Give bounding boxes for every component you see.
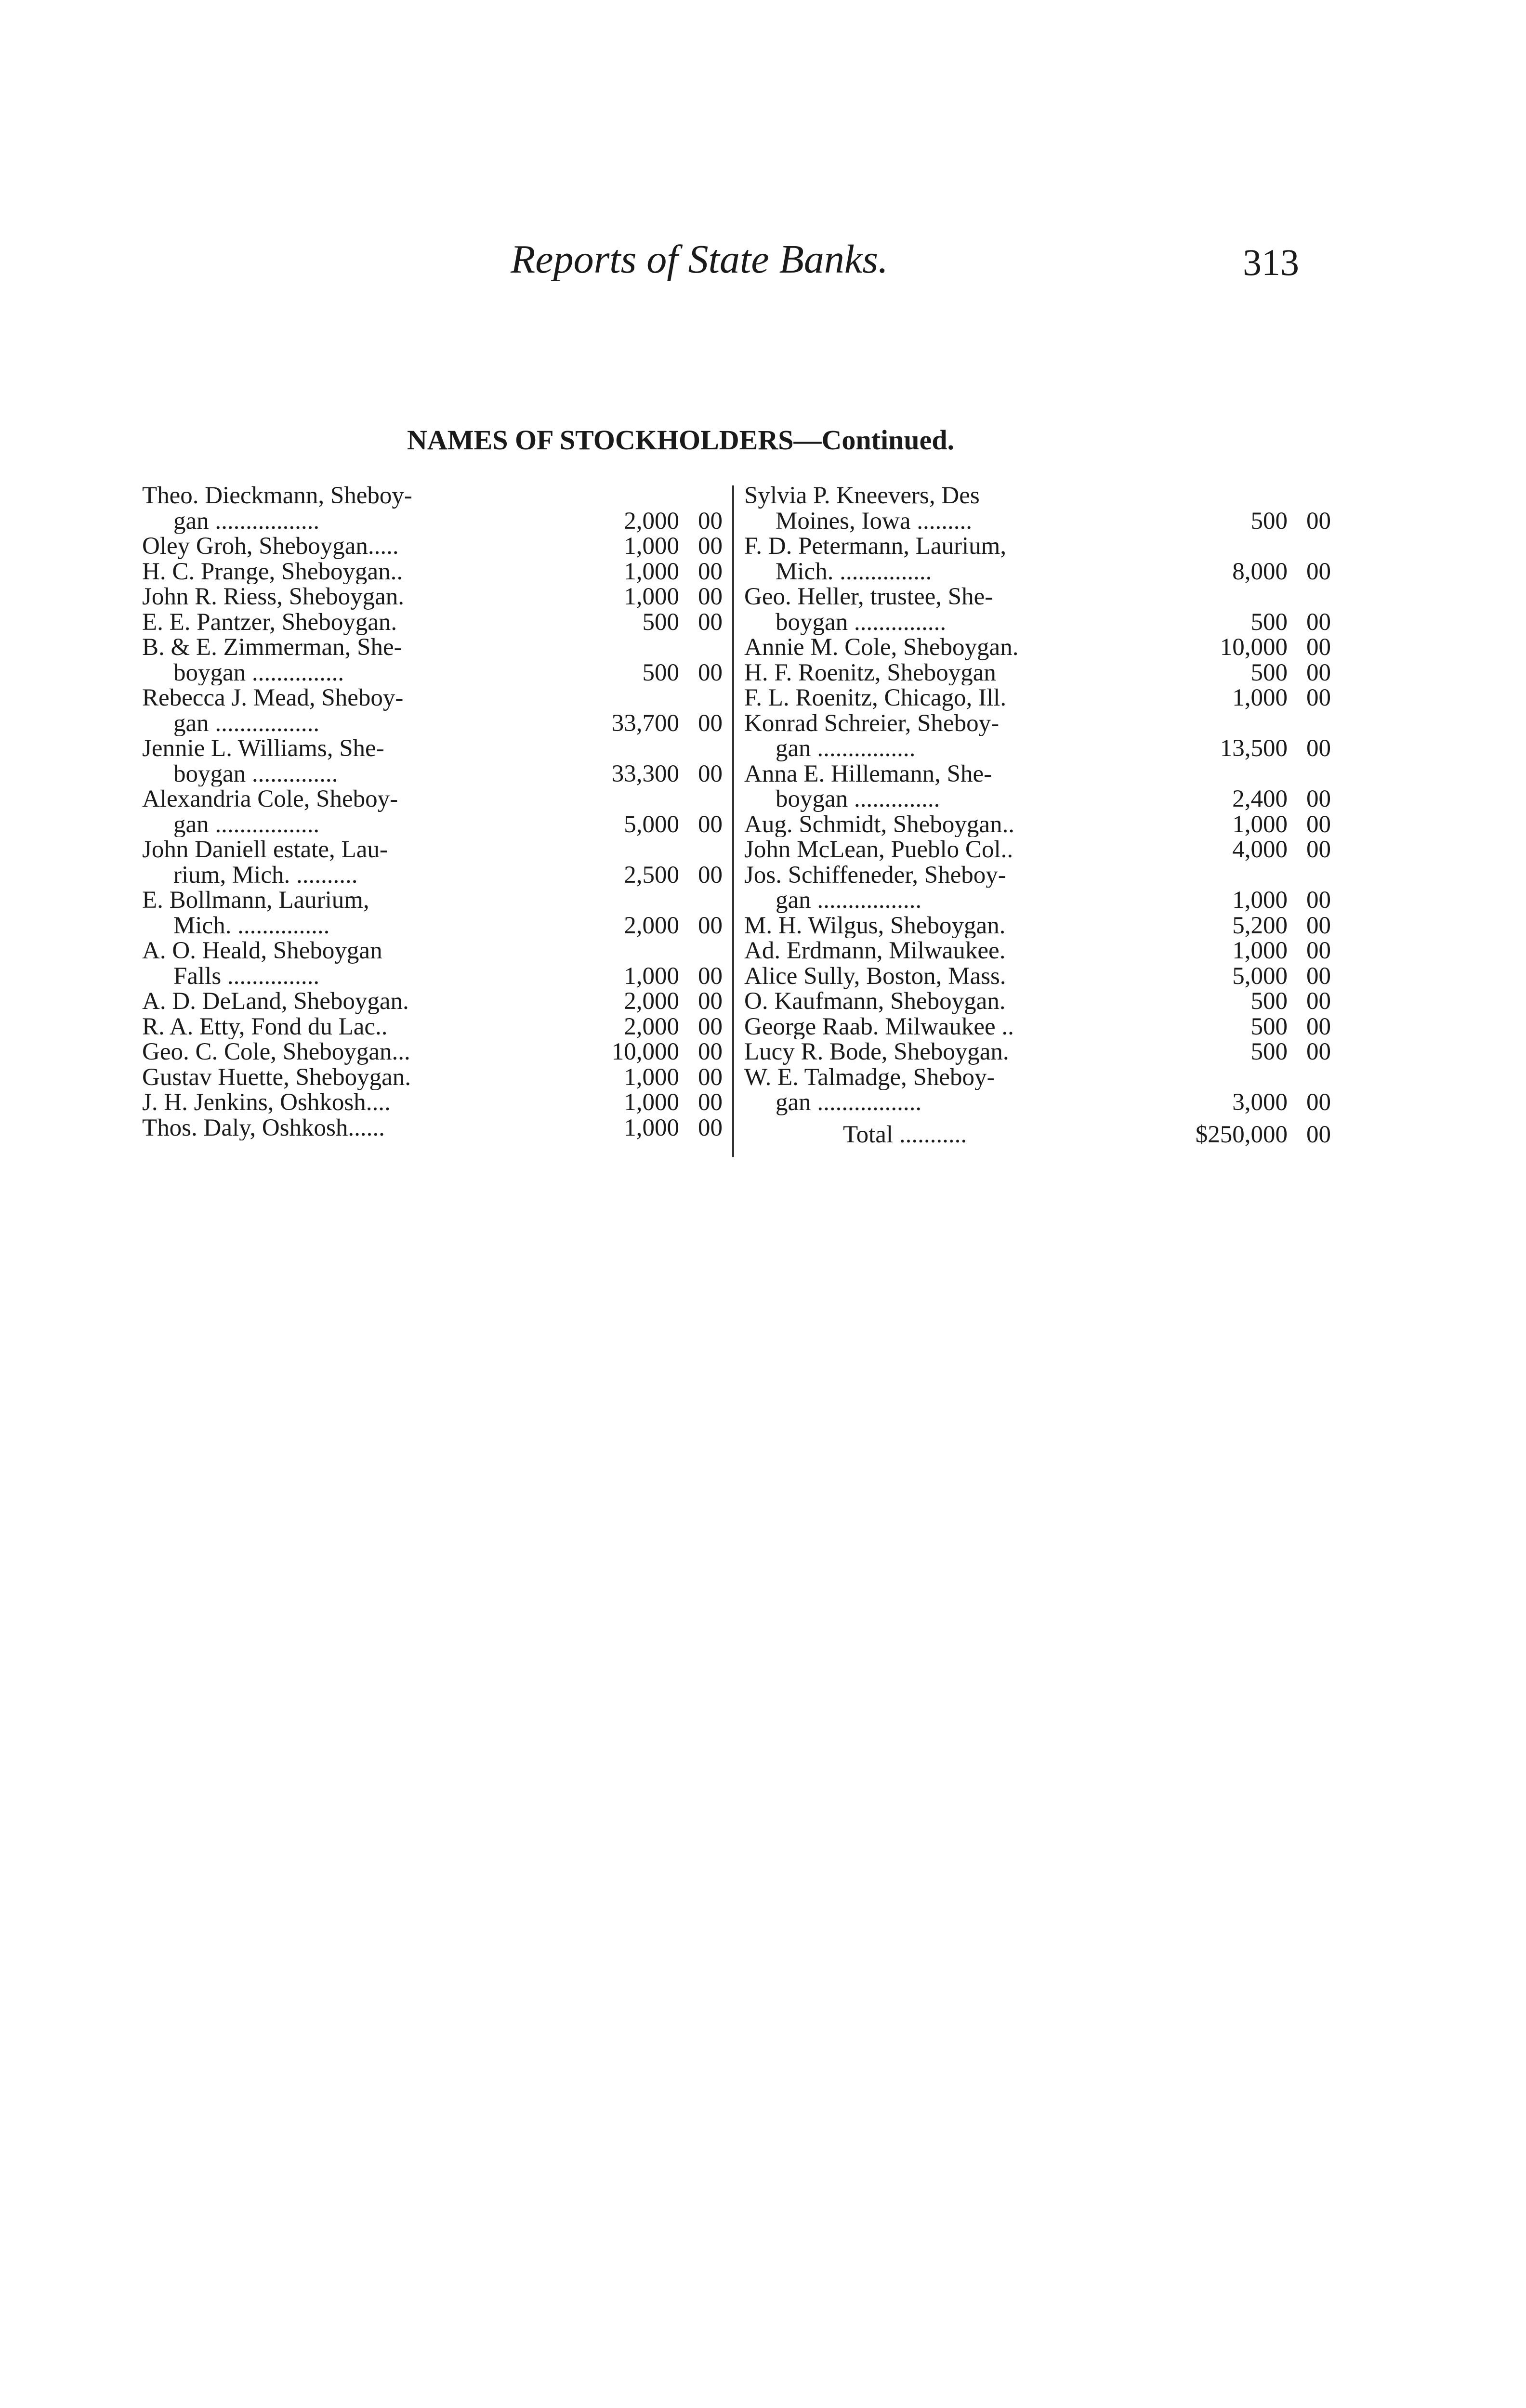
- section-title: NAMES OF STOCKHOLDERS—Continued.: [407, 424, 955, 456]
- entry-line: [744, 509, 1331, 534]
- entry-line: [744, 1039, 1331, 1065]
- share-amount-dollars: 8,000: [1232, 558, 1288, 585]
- stockholder-entry: [744, 483, 1331, 534]
- share-cents-placeholder: [679, 635, 723, 660]
- entry-line: [142, 812, 723, 838]
- entry-line: [142, 736, 723, 761]
- share-amount-placeholder: [590, 888, 679, 913]
- share-cents-placeholder: [679, 685, 723, 711]
- entry-line: [744, 736, 1331, 761]
- stockholder-name: Annie M. Cole, Sheboygan.: [744, 635, 1019, 660]
- stockholder-name: Alice Sully, Boston, Mass.: [744, 963, 1006, 989]
- entry-line: [744, 837, 1331, 863]
- entry-line: [744, 964, 1331, 989]
- stockholder-entry: [744, 660, 1331, 686]
- entry-line: [142, 761, 723, 787]
- share-amount-dollars: 1,000: [624, 962, 679, 990]
- stockholder-name: O. Kaufmann, Sheboygan.: [744, 989, 1006, 1014]
- stockholder-entry: [744, 635, 1331, 660]
- share-amount-placeholder: [1198, 483, 1288, 509]
- entry-line: [744, 635, 1331, 660]
- share-cents-placeholder: [1288, 534, 1331, 559]
- share-amount-cents: 00: [1306, 912, 1331, 939]
- share-amount-cents: 00: [698, 962, 723, 990]
- share-amount-placeholder: [1198, 534, 1288, 559]
- entry-line: [744, 660, 1331, 686]
- entry-line: [744, 685, 1331, 711]
- share-amount-placeholder: [1198, 1065, 1288, 1090]
- share-amount-cents: 00: [1306, 836, 1331, 863]
- stockholder-name: R. A. Etty, Fond du Lac..: [142, 1014, 388, 1039]
- entry-line: [744, 888, 1331, 913]
- stockholder-name-continued: Moines, Iowa .........: [776, 508, 972, 534]
- stockholder-name-continued: gan .................: [173, 710, 320, 736]
- stockholder-name: E. E. Pantzer, Sheboygan.: [142, 609, 397, 635]
- stockholder-name: F. L. Roenitz, Chicago, Ill.: [744, 685, 1007, 711]
- stockholder-name: George Raab. Milwaukee ..: [744, 1014, 1014, 1039]
- share-amount-dollars: 1,000: [1232, 937, 1288, 964]
- entry-line: [744, 610, 1331, 635]
- share-amount-placeholder: [590, 837, 679, 863]
- share-cents-placeholder: [679, 837, 723, 863]
- share-amount-placeholder: [1198, 863, 1288, 888]
- share-amount-cents: 00: [1306, 811, 1331, 838]
- stockholder-name: M. H. Wilgus, Sheboygan.: [744, 913, 1006, 938]
- stockholder-entry: [744, 761, 1331, 812]
- stockholder-entry: [744, 534, 1331, 584]
- entry-line: [744, 1014, 1331, 1040]
- entry-line: [744, 1065, 1331, 1090]
- share-amount-dollars: 33,700: [611, 709, 679, 737]
- share-amount-dollars: 4,000: [1232, 836, 1288, 863]
- stockholder-name: H. F. Roenitz, Sheboygan: [744, 660, 996, 685]
- share-amount-dollars: 1,000: [624, 1063, 679, 1091]
- share-amount-placeholder: [590, 685, 679, 711]
- share-amount-dollars: 500: [1250, 608, 1288, 636]
- entry-line: [142, 610, 723, 635]
- share-amount-dollars: 5,000: [1232, 962, 1288, 990]
- share-amount-cents: 00: [698, 1038, 723, 1065]
- share-amount-placeholder: [590, 483, 679, 509]
- stockholders-left-column: [142, 483, 723, 1140]
- share-amount-cents: 00: [1306, 659, 1331, 686]
- stockholder-name: Oley Groh, Sheboygan.....: [142, 534, 399, 559]
- stockholder-name: A. D. DeLand, Sheboygan.: [142, 989, 409, 1014]
- share-amount-dollars: 2,500: [624, 861, 679, 889]
- share-amount-dollars: 500: [642, 608, 679, 636]
- stockholder-entry: [142, 635, 723, 685]
- share-amount-dollars: 500: [1250, 659, 1288, 686]
- stockholder-name-continued: boygan ..............: [776, 786, 940, 812]
- share-amount-cents: 00: [698, 912, 723, 939]
- stockholder-name: Geo. Heller, trustee, She-: [744, 584, 993, 610]
- entry-line: [142, 635, 723, 660]
- entry-line: [142, 685, 723, 711]
- stockholder-name-continued: boygan ..............: [173, 761, 338, 786]
- stockholder-name: Rebecca J. Mead, Sheboy-: [142, 685, 404, 711]
- stockholder-entry: [744, 964, 1331, 989]
- stockholder-entry: [744, 863, 1331, 913]
- stockholder-name: Jennie L. Williams, She-: [142, 736, 384, 761]
- entry-line: [142, 1115, 723, 1141]
- stockholder-name-continued: rium, Mich. ..........: [173, 862, 358, 888]
- stockholder-entry: [142, 534, 723, 559]
- stockholder-entry: [744, 711, 1331, 761]
- entry-line: [142, 584, 723, 610]
- share-amount-cents: 00: [698, 1013, 723, 1040]
- stockholder-entry: [142, 736, 723, 786]
- share-amount-cents: 00: [698, 811, 723, 838]
- stockholder-name: John Daniell estate, Lau-: [142, 837, 388, 863]
- entry-line: [142, 938, 723, 964]
- stockholder-entry: [744, 1014, 1331, 1040]
- share-cents-placeholder: [679, 888, 723, 913]
- share-amount-cents: 00: [1306, 1089, 1331, 1116]
- share-amount-cents: 00: [698, 507, 723, 535]
- share-amount-placeholder: [1198, 761, 1288, 787]
- share-amount-placeholder: [1198, 584, 1288, 610]
- stockholder-name-continued: gan .................: [173, 508, 320, 534]
- share-amount-dollars: 33,300: [611, 760, 679, 787]
- entry-line: [142, 913, 723, 939]
- share-cents-placeholder: [1288, 483, 1331, 509]
- total-label: Total ...........: [843, 1122, 967, 1147]
- entry-line: [744, 913, 1331, 939]
- stockholder-entry: [744, 584, 1331, 635]
- stockholder-entry: [142, 1090, 723, 1115]
- entry-line: [142, 534, 723, 559]
- share-amount-placeholder: [590, 938, 679, 964]
- share-cents-placeholder: [679, 736, 723, 761]
- stockholder-name-continued: gan .................: [776, 888, 922, 913]
- stockholder-name: F. D. Petermann, Laurium,: [744, 534, 1007, 559]
- share-amount-dollars: 10,000: [1220, 634, 1288, 661]
- stockholder-name: E. Bollmann, Laurium,: [142, 888, 369, 913]
- entry-line: [142, 1014, 723, 1040]
- share-cents-placeholder: [679, 786, 723, 812]
- stockholder-name-continued: Mich. ...............: [173, 913, 330, 938]
- stockholder-entry: [744, 989, 1331, 1014]
- entry-line: [744, 534, 1331, 559]
- share-amount-dollars: 1,000: [624, 583, 679, 610]
- share-amount-dollars: 1,000: [1232, 811, 1288, 838]
- stockholder-name: J. H. Jenkins, Oshkosh....: [142, 1090, 391, 1115]
- stockholder-entry: [744, 913, 1331, 939]
- stockholder-entry: [142, 483, 723, 534]
- stockholder-name: John McLean, Pueblo Col..: [744, 837, 1013, 863]
- share-amount-dollars: 2,400: [1232, 785, 1288, 812]
- stockholder-entry: [744, 1065, 1331, 1115]
- share-amount-cents: 00: [698, 1089, 723, 1116]
- stockholder-name: W. E. Talmadge, Sheboy-: [744, 1064, 995, 1090]
- stockholder-name: Alexandria Cole, Sheboy-: [142, 786, 398, 812]
- entry-line: [142, 660, 723, 686]
- stockholder-name: A. O. Heald, Sheboygan: [142, 938, 382, 964]
- share-amount-dollars: 1,000: [624, 558, 679, 585]
- share-amount-cents: 00: [1306, 684, 1331, 711]
- stockholder-entry: [142, 685, 723, 736]
- stockholder-name: Gustav Huette, Sheboygan.: [142, 1064, 411, 1090]
- stockholder-name-continued: gan .................: [173, 811, 320, 837]
- entry-line: [142, 964, 723, 989]
- stockholder-name: Theo. Dieckmann, Sheboy-: [142, 483, 412, 509]
- entry-line: [744, 584, 1331, 610]
- share-amount-dollars: 1,000: [1232, 684, 1288, 711]
- share-amount-dollars: 500: [1250, 1038, 1288, 1065]
- share-amount-cents: 00: [1306, 735, 1331, 762]
- entry-line: [744, 863, 1331, 888]
- stockholder-entry: [142, 938, 723, 989]
- entry-line: [744, 812, 1331, 838]
- stockholder-name-continued: gan .................: [776, 1090, 922, 1115]
- stockholder-name: Konrad Schreier, Sheboy-: [744, 710, 1000, 736]
- share-amount-cents: 00: [698, 709, 723, 737]
- share-amount-dollars: 500: [1250, 507, 1288, 535]
- entry-line: [744, 559, 1331, 585]
- stockholder-name-continued: boygan ...............: [776, 609, 947, 635]
- stockholder-entry: [142, 786, 723, 837]
- stockholder-name: John R. Riess, Sheboygan.: [142, 584, 405, 610]
- running-head-title: Reports of State Banks.: [511, 237, 888, 282]
- stockholder-entry: [142, 559, 723, 585]
- share-amount-cents: 00: [1306, 988, 1331, 1015]
- stockholder-name-continued: boygan ...............: [173, 660, 344, 685]
- entry-line: [744, 483, 1331, 509]
- entry-line: [744, 938, 1331, 964]
- entry-line: [142, 559, 723, 585]
- share-amount-dollars: 500: [1250, 1013, 1288, 1040]
- share-amount-dollars: 10,000: [611, 1038, 679, 1065]
- entry-line: [142, 989, 723, 1014]
- stockholder-entry: [142, 584, 723, 610]
- share-amount-cents: 00: [698, 533, 723, 560]
- entry-line: [744, 989, 1331, 1014]
- entry-line: [142, 786, 723, 812]
- stockholder-name-continued: gan ................: [776, 736, 916, 761]
- stockholder-name: B. & E. Zimmerman, She-: [142, 635, 402, 660]
- share-amount-cents: 00: [1306, 558, 1331, 585]
- share-amount-cents: 00: [698, 583, 723, 610]
- total-row: [744, 1122, 1331, 1148]
- share-cents-placeholder: [679, 483, 723, 509]
- entry-line: [142, 483, 723, 509]
- entry-line: [744, 711, 1331, 736]
- entry-line: [744, 786, 1331, 812]
- share-amount-cents: 00: [698, 1114, 723, 1141]
- share-amount-dollars: 1,000: [624, 1114, 679, 1141]
- share-amount-dollars: 2,000: [624, 507, 679, 535]
- share-cents-placeholder: [1288, 761, 1331, 787]
- stockholder-entry: [744, 1039, 1331, 1065]
- share-amount-dollars: 5,200: [1232, 912, 1288, 939]
- total-amount-dollars: $250,000: [1195, 1121, 1288, 1148]
- stockholder-entry: [142, 610, 723, 635]
- stockholder-entry: [744, 812, 1331, 838]
- stockholder-entry: [142, 1014, 723, 1040]
- entry-line: [142, 888, 723, 913]
- stockholder-name: Anna E. Hillemann, She-: [744, 761, 992, 786]
- share-cents-placeholder: [1288, 584, 1331, 610]
- share-amount-dollars: 500: [1250, 988, 1288, 1015]
- share-amount-cents: 00: [1306, 634, 1331, 661]
- share-amount-placeholder: [590, 736, 679, 761]
- stockholder-name: Thos. Daly, Oshkosh......: [142, 1115, 385, 1140]
- entry-line: [142, 1065, 723, 1090]
- stockholder-name: Aug. Schmidt, Sheboygan..: [744, 811, 1014, 837]
- share-amount-cents: 00: [698, 1063, 723, 1091]
- stockholder-entry: [744, 837, 1331, 863]
- share-amount-cents: 00: [698, 760, 723, 787]
- stockholders-right-column: [744, 483, 1331, 1147]
- share-amount-cents: 00: [1306, 1013, 1331, 1040]
- column-divider: [732, 485, 734, 1157]
- page-number: 313: [1243, 241, 1299, 283]
- stockholder-entry: [744, 685, 1331, 711]
- share-amount-cents: 00: [1306, 887, 1331, 914]
- share-cents-placeholder: [1288, 863, 1331, 888]
- share-amount-cents: 00: [698, 659, 723, 686]
- share-amount-dollars: 1,000: [624, 1089, 679, 1116]
- share-amount-cents: 00: [698, 558, 723, 585]
- stockholder-name: Jos. Schiffeneder, Sheboy-: [744, 862, 1006, 888]
- stockholder-name: H. C. Prange, Sheboygan..: [142, 559, 403, 584]
- share-amount-dollars: 500: [642, 659, 679, 686]
- share-amount-dollars: 2,000: [624, 988, 679, 1015]
- share-amount-placeholder: [590, 786, 679, 812]
- share-amount-dollars: 1,000: [624, 533, 679, 560]
- stockholder-name: Lucy R. Bode, Sheboygan.: [744, 1039, 1009, 1065]
- entry-line: [744, 1090, 1331, 1115]
- share-amount-dollars: 13,500: [1220, 735, 1288, 762]
- stockholder-name: Geo. C. Cole, Sheboygan...: [142, 1039, 410, 1065]
- entry-line: [142, 837, 723, 863]
- entry-line: [142, 711, 723, 736]
- share-amount-placeholder: [590, 635, 679, 660]
- share-amount-cents: 00: [698, 608, 723, 636]
- share-cents-placeholder: [1288, 711, 1331, 736]
- entry-line: [142, 1039, 723, 1065]
- share-amount-cents: 00: [1306, 785, 1331, 812]
- stockholder-name-continued: Falls ...............: [173, 963, 320, 989]
- share-amount-dollars: 3,000: [1232, 1089, 1288, 1116]
- share-cents-placeholder: [1288, 1065, 1331, 1090]
- stockholder-entry: [142, 1115, 723, 1141]
- share-amount-dollars: 1,000: [1232, 887, 1288, 914]
- share-amount-cents: 00: [1306, 1038, 1331, 1065]
- stockholder-entry: [142, 837, 723, 888]
- share-amount-placeholder: [1198, 711, 1288, 736]
- stockholder-name-continued: Mich. ...............: [776, 559, 932, 584]
- stockholder-entry: [744, 938, 1331, 964]
- share-amount-cents: 00: [1306, 937, 1331, 964]
- share-amount-cents: 00: [1306, 507, 1331, 535]
- entry-line: [744, 761, 1331, 787]
- share-amount-dollars: 2,000: [624, 912, 679, 939]
- stockholder-name: Sylvia P. Kneevers, Des: [744, 483, 980, 509]
- share-amount-dollars: 5,000: [624, 811, 679, 838]
- total-amount-cents: 00: [1306, 1121, 1331, 1148]
- share-amount-cents: 00: [698, 861, 723, 889]
- entry-line: [142, 863, 723, 888]
- stockholder-entry: [142, 1065, 723, 1090]
- entry-line: [142, 509, 723, 534]
- share-cents-placeholder: [679, 938, 723, 964]
- share-amount-cents: 00: [1306, 608, 1331, 636]
- stockholder-entry: [142, 1039, 723, 1065]
- stockholder-entry: [142, 888, 723, 938]
- entry-line: [142, 1090, 723, 1115]
- stockholder-name: Ad. Erdmann, Milwaukee.: [744, 938, 1006, 964]
- share-amount-cents: 00: [698, 988, 723, 1015]
- share-amount-cents: 00: [1306, 962, 1331, 990]
- stockholder-entry: [142, 989, 723, 1014]
- share-amount-dollars: 2,000: [624, 1013, 679, 1040]
